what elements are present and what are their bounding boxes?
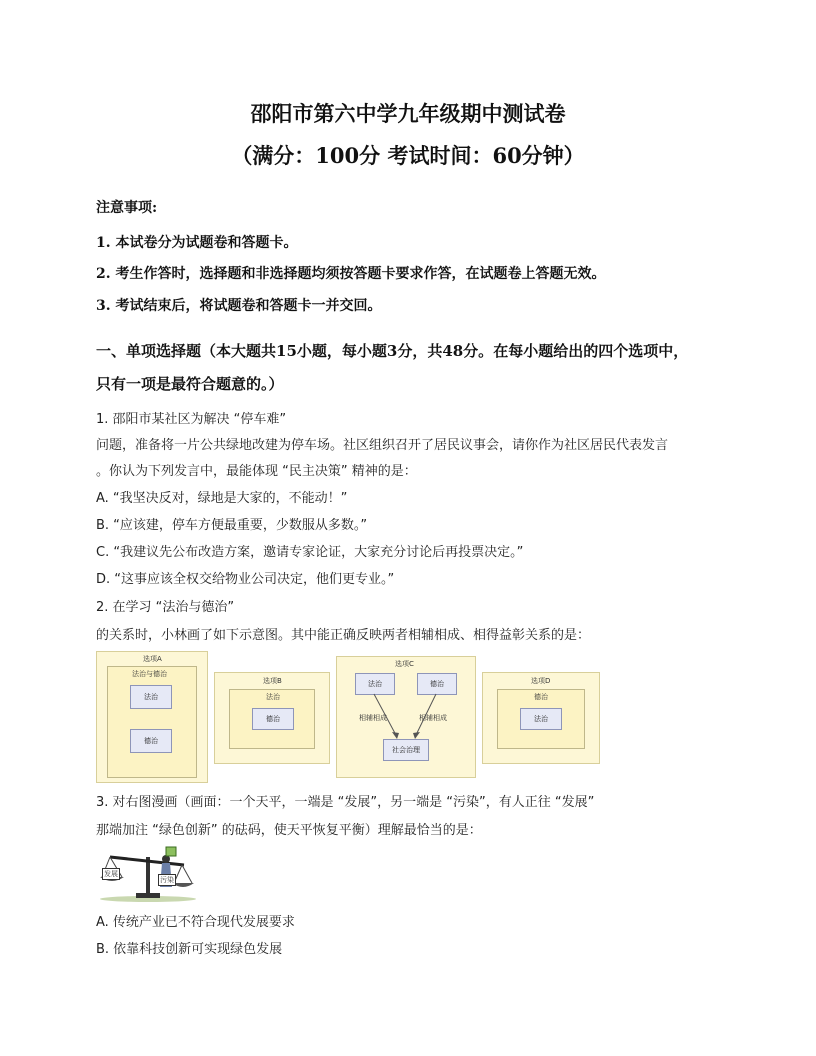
diagram-box-fazhi: 法治 <box>520 708 562 730</box>
diagram-box-shehui: 社会治理 <box>383 739 429 761</box>
diagram-inner-label: 法治与德治 <box>132 670 167 678</box>
option-b: B. “应该建，停车方便最重要，少数服从多数。” <box>96 518 368 533</box>
diagram-inner-label: 法治 <box>266 693 280 701</box>
section-heading: 一、单项选择题（本大题共15小题，每小题3分，共48分。在每小题给出的四个选项中， <box>96 342 689 360</box>
notice-item: 2. 考生作答时，选择题和非选择题均须按答题卡要求作答，在试题卷上答题无效。 <box>96 266 606 282</box>
option-b: B. 依靠科技创新可实现绿色发展 <box>96 942 283 957</box>
question-stem: 的关系时，小林画了如下示意图。其中能正确反映两者相辅相成、相得益彰关系的是： <box>96 628 591 643</box>
option-a: A. “我坚决反对，绿地是大家的，不能动！” <box>96 491 348 506</box>
exam-title: 邵阳市第六中学九年级期中测试卷 <box>250 101 566 126</box>
option-c: C. “我建议先公布改造方案，邀请专家论证，大家充分讨论后再投票决定。” <box>96 545 524 560</box>
diagram-box-dezhi: 德治 <box>417 673 457 695</box>
arrowhead-right <box>413 732 420 739</box>
diagram-inner-region <box>107 666 197 778</box>
exam-subtitle: （满分：100分 考试时间：60分钟） <box>231 143 585 168</box>
arrow-label: 相辅相成 <box>419 714 447 722</box>
pan-label-pollution: 污染 <box>160 876 174 884</box>
option-d: D. “这事应该全权交给物业公司决定，他们更专业。” <box>96 572 395 587</box>
diagram-title: 选项D <box>531 677 551 685</box>
diagram-box-dezhi: 德治 <box>252 708 294 730</box>
arrow-label: 相辅相成 <box>359 714 387 722</box>
diagram-inner-region <box>229 689 315 749</box>
question-stem: 1. 邵阳市某社区为解决 “停车难” <box>96 412 287 427</box>
diagram-box-fazhi: 法治 <box>130 685 172 709</box>
diagram-box-fazhi: 法治 <box>355 673 395 695</box>
diagram-title: 选项B <box>263 677 282 685</box>
diagram-title: 选项A <box>143 655 162 663</box>
diagram-inner-region <box>497 689 585 749</box>
diagram-option-c <box>336 656 476 778</box>
diagram-option-d <box>482 672 600 764</box>
diagram-option-a <box>96 651 208 783</box>
notice-item: 1. 本试卷分为试题卷和答题卡。 <box>96 235 298 251</box>
arrowhead-left <box>392 732 399 739</box>
option-a: A. 传统产业已不符合现代发展要求 <box>96 915 295 930</box>
notice-item: 3. 考试结束后，将试题卷和答题卡一并交回。 <box>96 298 382 314</box>
diagram-option-b <box>214 672 330 764</box>
notice-heading: 注意事项: <box>96 200 158 216</box>
question-stem: 。你认为下列发言中，最能体现 “民主决策” 精神的是： <box>96 464 417 479</box>
question-stem: 那端加注 “绿色创新” 的砝码，使天平恢复平衡）理解最恰当的是： <box>96 823 482 838</box>
section-heading: 只有一项是最符合题意的。） <box>96 375 284 393</box>
diagram-box-dezhi: 德治 <box>130 729 172 753</box>
question-stem: 3. 对右图漫画（画面：一个天平，一端是 “发展”，另一端是 “污染”，有人正往 “发展” <box>96 795 595 810</box>
pan-label-development: 发展 <box>104 870 118 878</box>
question-stem: 问题，准备将一片公共绿地改建为停车场。社区组织召开了居民议事会，请你作为社区居民代表发言 <box>96 438 669 453</box>
diagram-title: 选项C <box>395 660 414 668</box>
diagram-inner-label: 德治 <box>534 693 548 701</box>
question-stem: 2. 在学习 “法治与德治” <box>96 600 235 615</box>
balance-cartoon <box>96 843 200 903</box>
